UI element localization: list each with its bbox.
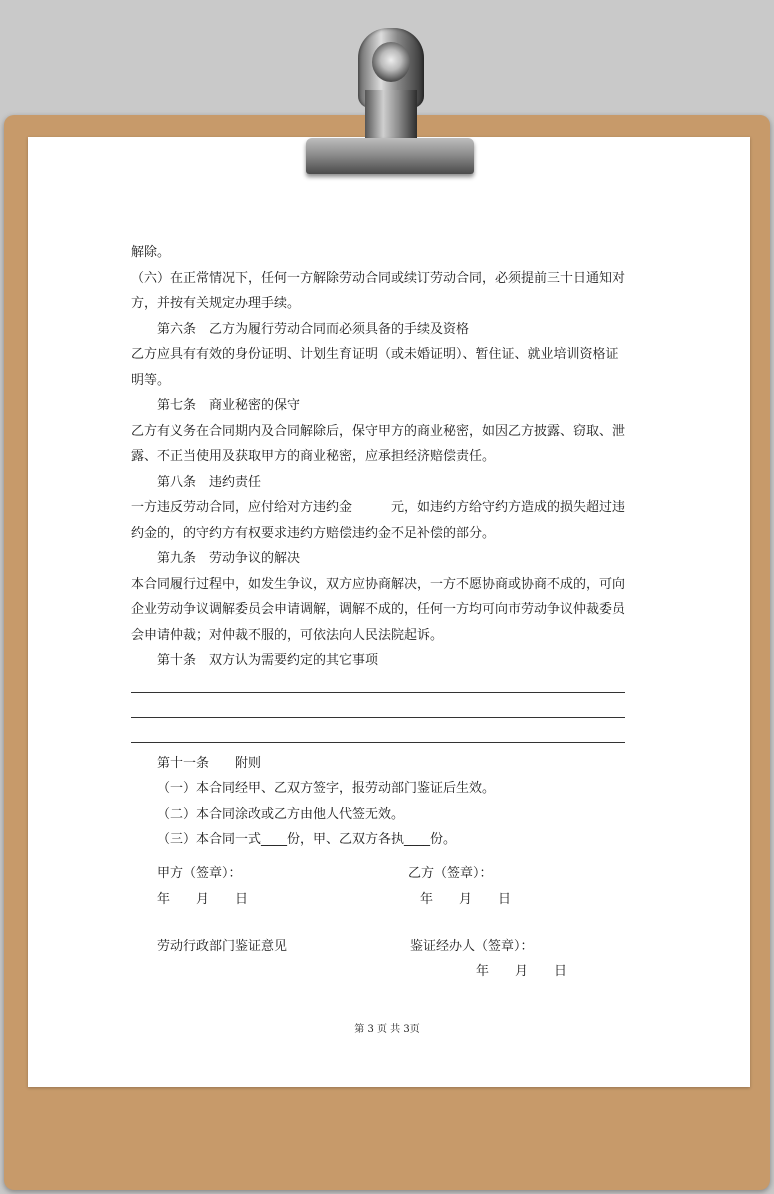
- article-7-heading: 第七条 商业秘密的保守: [157, 398, 301, 413]
- article-11-heading: 第十一条 附则: [157, 755, 262, 771]
- binder-clip-plate: [306, 138, 474, 174]
- text-line: 乙方有义务在合同期内及合同解除后，保守甲方的商业秘密，如因乙方披露、窃取、泄: [131, 423, 626, 439]
- article-11-item: （一）本合同经甲、乙双方签字，报劳动部门鉴证后生效。: [157, 781, 496, 796]
- text-line: （六）在正常情况下，任何一方解除劳动合同或续订劳动合同，必须提前三十日通知对: [131, 270, 626, 286]
- article-6-heading: 第六条 乙方为履行劳动合同而必须具备的手续及资格: [157, 321, 470, 337]
- text-line: 一方违反劳动合同，应付给对方违约金 元，如违约方给守约方造成的损失超过违: [131, 500, 626, 515]
- article-8-heading: 第八条 违约责任: [157, 474, 262, 490]
- party-b-date: 年 月 日: [420, 892, 512, 907]
- text-line: 方，并按有关规定办理手续。: [131, 296, 301, 311]
- labor-dept-opinion-label: 劳动行政部门鉴证意见: [157, 939, 288, 954]
- text-line: 解除。: [131, 245, 171, 260]
- page-number: 第 3 页 共 3页: [354, 1024, 420, 1035]
- binder-clip-hole: [372, 42, 410, 82]
- party-a-date: 年 月 日: [157, 892, 249, 907]
- party-b-signature-label: 乙方（签章）：: [408, 866, 493, 881]
- text-line: 本合同履行过程中，如发生争议，双方应协商解决，一方不愿协商或协商不成的，可向: [131, 576, 626, 592]
- fill-in-line: [131, 717, 625, 718]
- binder-clip-neck: [365, 90, 417, 140]
- verifier-signature-label: 鉴证经办人（签章）：: [410, 939, 534, 954]
- text-line: 会申请仲裁；对仲裁不服的，可依法向人民法院起诉。: [131, 627, 444, 643]
- fill-in-line: [131, 692, 625, 693]
- article-9-heading: 第九条 劳动争议的解决: [157, 551, 301, 566]
- party-a-signature-label: 甲方（签章）：: [157, 866, 242, 881]
- article-11-item: （二）本合同涂改或乙方由他人代签无效。: [157, 806, 405, 822]
- text-line: 露、不正当使用及获取甲方的商业秘密，应承担经济赔偿责任。: [131, 449, 496, 464]
- article-11-item: （三）本合同一式____份，甲、乙双方各执____份。: [157, 832, 457, 847]
- text-line: 约金的，的守约方有权要求违约方赔偿违约金不足补偿的部分。: [131, 525, 496, 541]
- text-line: 明等。: [131, 372, 171, 388]
- fill-in-line: [131, 742, 625, 743]
- contract-body: [131, 240, 631, 853]
- text-line: 乙方应具有有效的身份证明、计划生育证明（或未婚证明）、暂住证、就业培训资格证: [131, 347, 619, 362]
- verifier-date: 年 月 日: [476, 964, 568, 979]
- article-10-heading: 第十条 双方认为需要约定的其它事项: [157, 653, 379, 668]
- text-line: 企业劳动争议调解委员会申请调解，调解不成的，任何一方均可向市劳动争议仲裁委员: [131, 602, 626, 617]
